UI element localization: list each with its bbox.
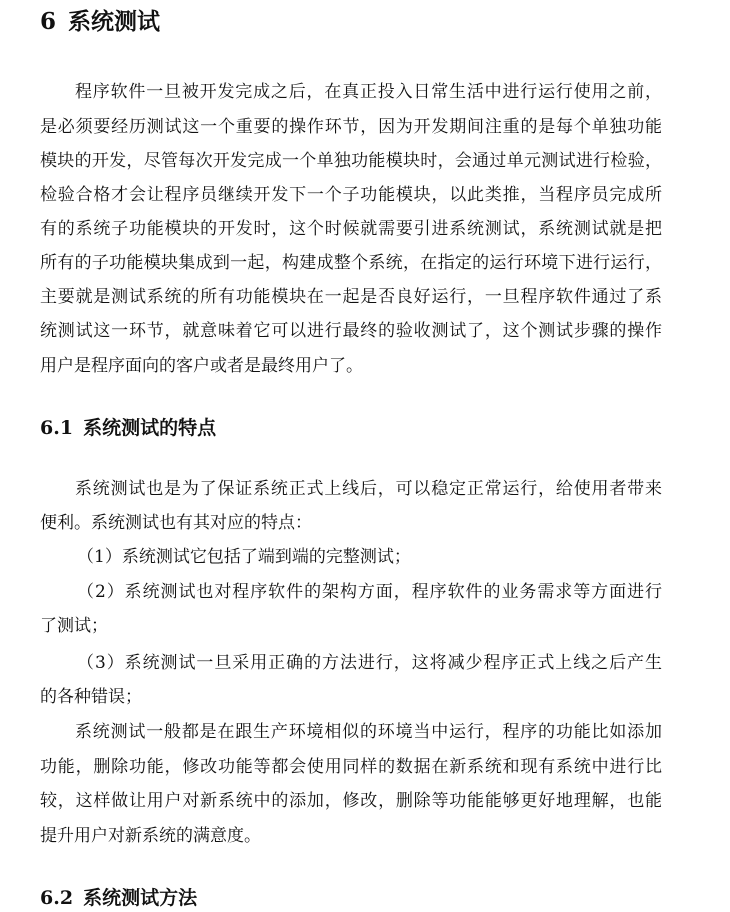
section-heading xyxy=(40,6,160,38)
paragraph-line: 功能，删除功能，修改功能等都会使用同样的数据在新系统和现有系统中进行比 xyxy=(40,757,662,777)
paragraph-line: 提升用户对新系统的满意度。 xyxy=(40,826,261,846)
paragraph-line: 系统测试一般都是在跟生产环境相似的环境当中运行，程序的功能比如添加 xyxy=(75,722,662,742)
subsection-number: 6.1 xyxy=(40,417,74,439)
paragraph-line: 主要就是测试系统的所有功能模块在一起是否良好运行，一旦程序软件通过了系 xyxy=(40,287,662,307)
list-item: （3）系统测试一旦采用正确的方法进行，这将减少程序正式上线之后产生 xyxy=(77,653,662,673)
list-item-continuation: 的各种错误； xyxy=(40,687,142,707)
section-title: 系统测试 xyxy=(68,8,161,35)
subsection-title: 系统测试方法 xyxy=(83,887,198,909)
paragraph-line: 便利。系统测试也有其对应的特点： xyxy=(40,513,312,533)
section-number: 6 xyxy=(40,8,57,35)
subsection-number: 6.2 xyxy=(40,887,74,909)
list-item: （2）系统测试也对程序软件的架构方面，程序软件的业务需求等方面进行 xyxy=(77,582,662,602)
paragraph-line: 统测试这一环节，就意味着它可以进行最终的验收测试了，这个测试步骤的操作 xyxy=(40,321,662,341)
paragraph-line: 程序软件一旦被开发完成之后，在真正投入日常生活中进行运行使用之前， xyxy=(75,82,662,102)
subsection-heading xyxy=(40,414,216,442)
paragraph-line: 是必须要经历测试这一个重要的操作环节，因为开发期间注重的是每个单独功能 xyxy=(40,117,662,137)
subsection-title: 系统测试的特点 xyxy=(83,417,217,439)
list-item: （1）系统测试它包括了端到端的完整测试； xyxy=(77,547,411,567)
subsection-heading xyxy=(40,884,197,912)
paragraph-line: 有的系统子功能模块的开发时，这个时候就需要引进系统测试，系统测试就是把 xyxy=(40,219,662,239)
paragraph-line: 系统测试也是为了保证系统正式上线后，可以稳定正常运行，给使用者带来 xyxy=(75,479,662,499)
paragraph-line: 所有的子功能模块集成到一起，构建成整个系统，在指定的运行环境下进行运行， xyxy=(40,253,662,273)
list-item-continuation: 了测试； xyxy=(40,616,108,636)
paragraph-line: 检验合格才会让程序员继续开发下一个子功能模块，以此类推，当程序员完成所 xyxy=(40,185,662,205)
paragraph-line: 较，这样做让用户对新系统中的添加，修改，删除等功能能够更好地理解，也能 xyxy=(40,791,662,811)
paragraph-line: 模块的开发，尽管每次开发完成一个单独功能模块时，会通过单元测试进行检验， xyxy=(40,151,662,171)
paragraph-line: 用户是程序面向的客户或者是最终用户了。 xyxy=(40,356,363,376)
